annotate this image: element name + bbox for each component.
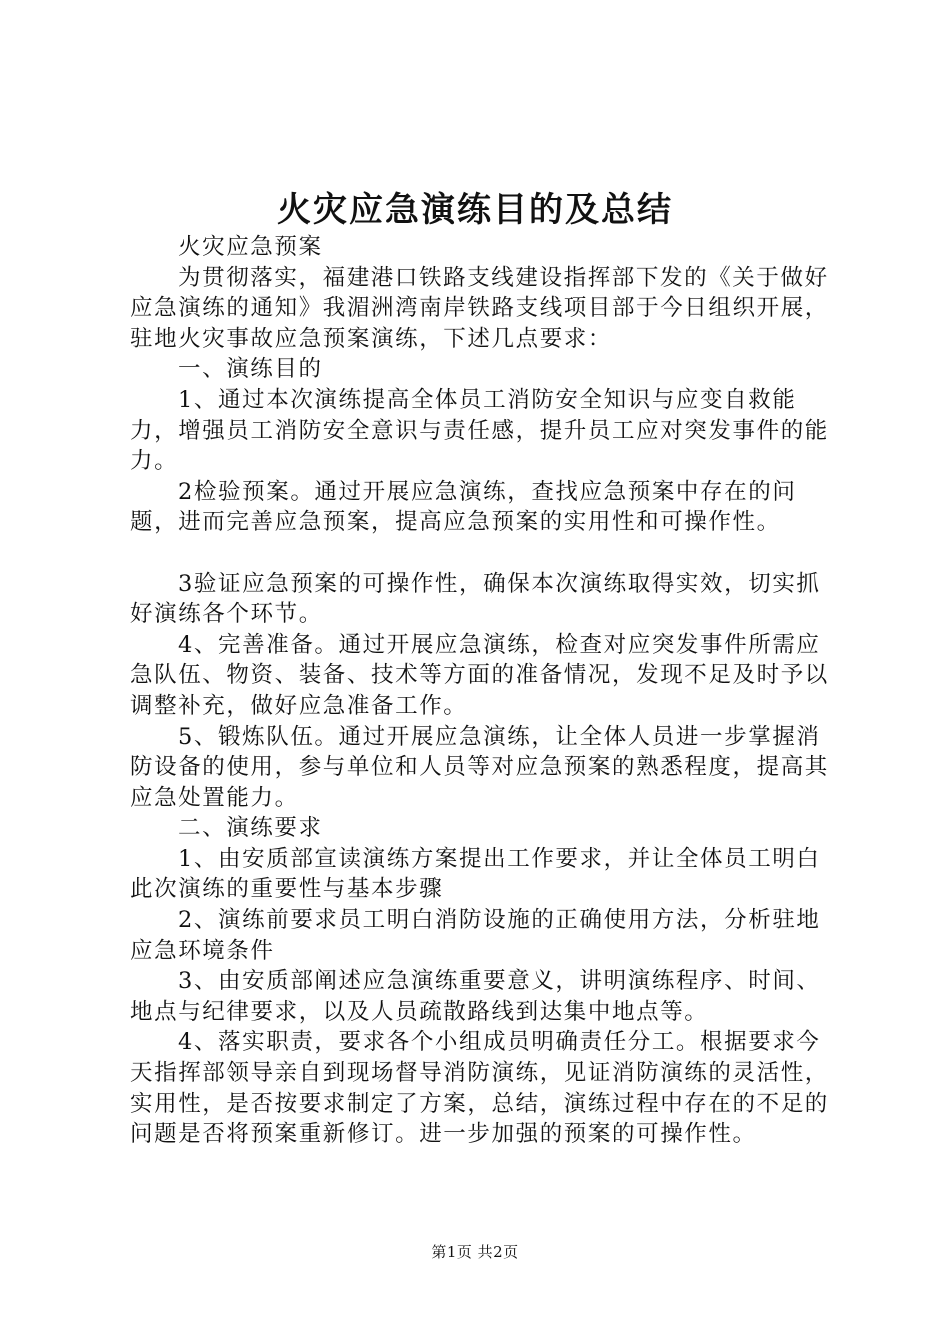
document-body: [130, 232, 835, 1150]
paragraph-purpose-1: 1、通过本次演练提高全体员工消防安全知识与应变自救能力，增强员工消防安全意识与责任感，提升员工应对突发事件的能力。: [130, 386, 829, 475]
section-heading-purpose: 一、演练目的: [178, 356, 323, 383]
document-title: 火灾应急演练目的及总结: [277, 190, 673, 230]
paragraph-plan-heading: 火灾应急预案: [178, 234, 323, 260]
section-heading-requirements: 二、演练要求: [178, 815, 323, 842]
paragraph-purpose-5: 5、锻炼队伍。通过开展应急演练，让全体人员进一步掌握消防设备的使用，参与单位和人员等对应急预案的熟悉程度，提高其应急处置能力。: [130, 723, 829, 811]
paragraph-intro: 为贯彻落实，福建港口铁路支线建设指挥部下发的《关于做好应急演练的通知》我湄洲湾南岸铁路支线项目部于今日组织开展，驻地火灾事故应急预案演练，下述几点要求：: [130, 264, 829, 352]
paragraph-requirement-3: 3、由安质部阐述应急演练重要意义，讲明演练程序、时间、地点与纪律要求，以及人员疏散路线到达集中地点等。: [130, 968, 821, 1025]
paragraph-requirement-2: 2、演练前要求员工明白消防设施的正确使用方法，分析驻地应急环境条件: [130, 907, 821, 964]
paragraph-purpose-3: 3验证应急预案的可操作性，确保本次演练取得实效，切实抓好演练各个环节。: [130, 570, 821, 628]
page-footer: 第1页 共2页: [431, 1243, 519, 1261]
paragraph-requirement-1: 1、由安质部宣读演练方案提出工作要求，并让全体员工明白此次演练的重要性与基本步骤: [130, 845, 821, 903]
blank-line: [130, 538, 835, 569]
paragraph-requirement-4: 4、落实职责，要求各个小组成员明确责任分工。根据要求今天指挥部领导亲自到现场督导消防演练，见证消防演练的灵活性，实用性，是否按要求制定了方案，总结，演练过程中存在的不足的问题是否将预案重新修订。进一步加强的预案的可操作性。: [130, 1029, 829, 1148]
paragraph-purpose-2: 2检验预案。通过开展应急演练，查找应急预案中存在的问题，进而完善应急预案，提高应急预案的实用性和可操作性。: [130, 478, 797, 536]
paragraph-purpose-4: 4、完善准备。通过开展应急演练，检查对应突发事件所需应急队伍、物资、装备、技术等方面的准备情况，发现不足及时予以调整补充，做好应急准备工作。: [130, 631, 829, 719]
